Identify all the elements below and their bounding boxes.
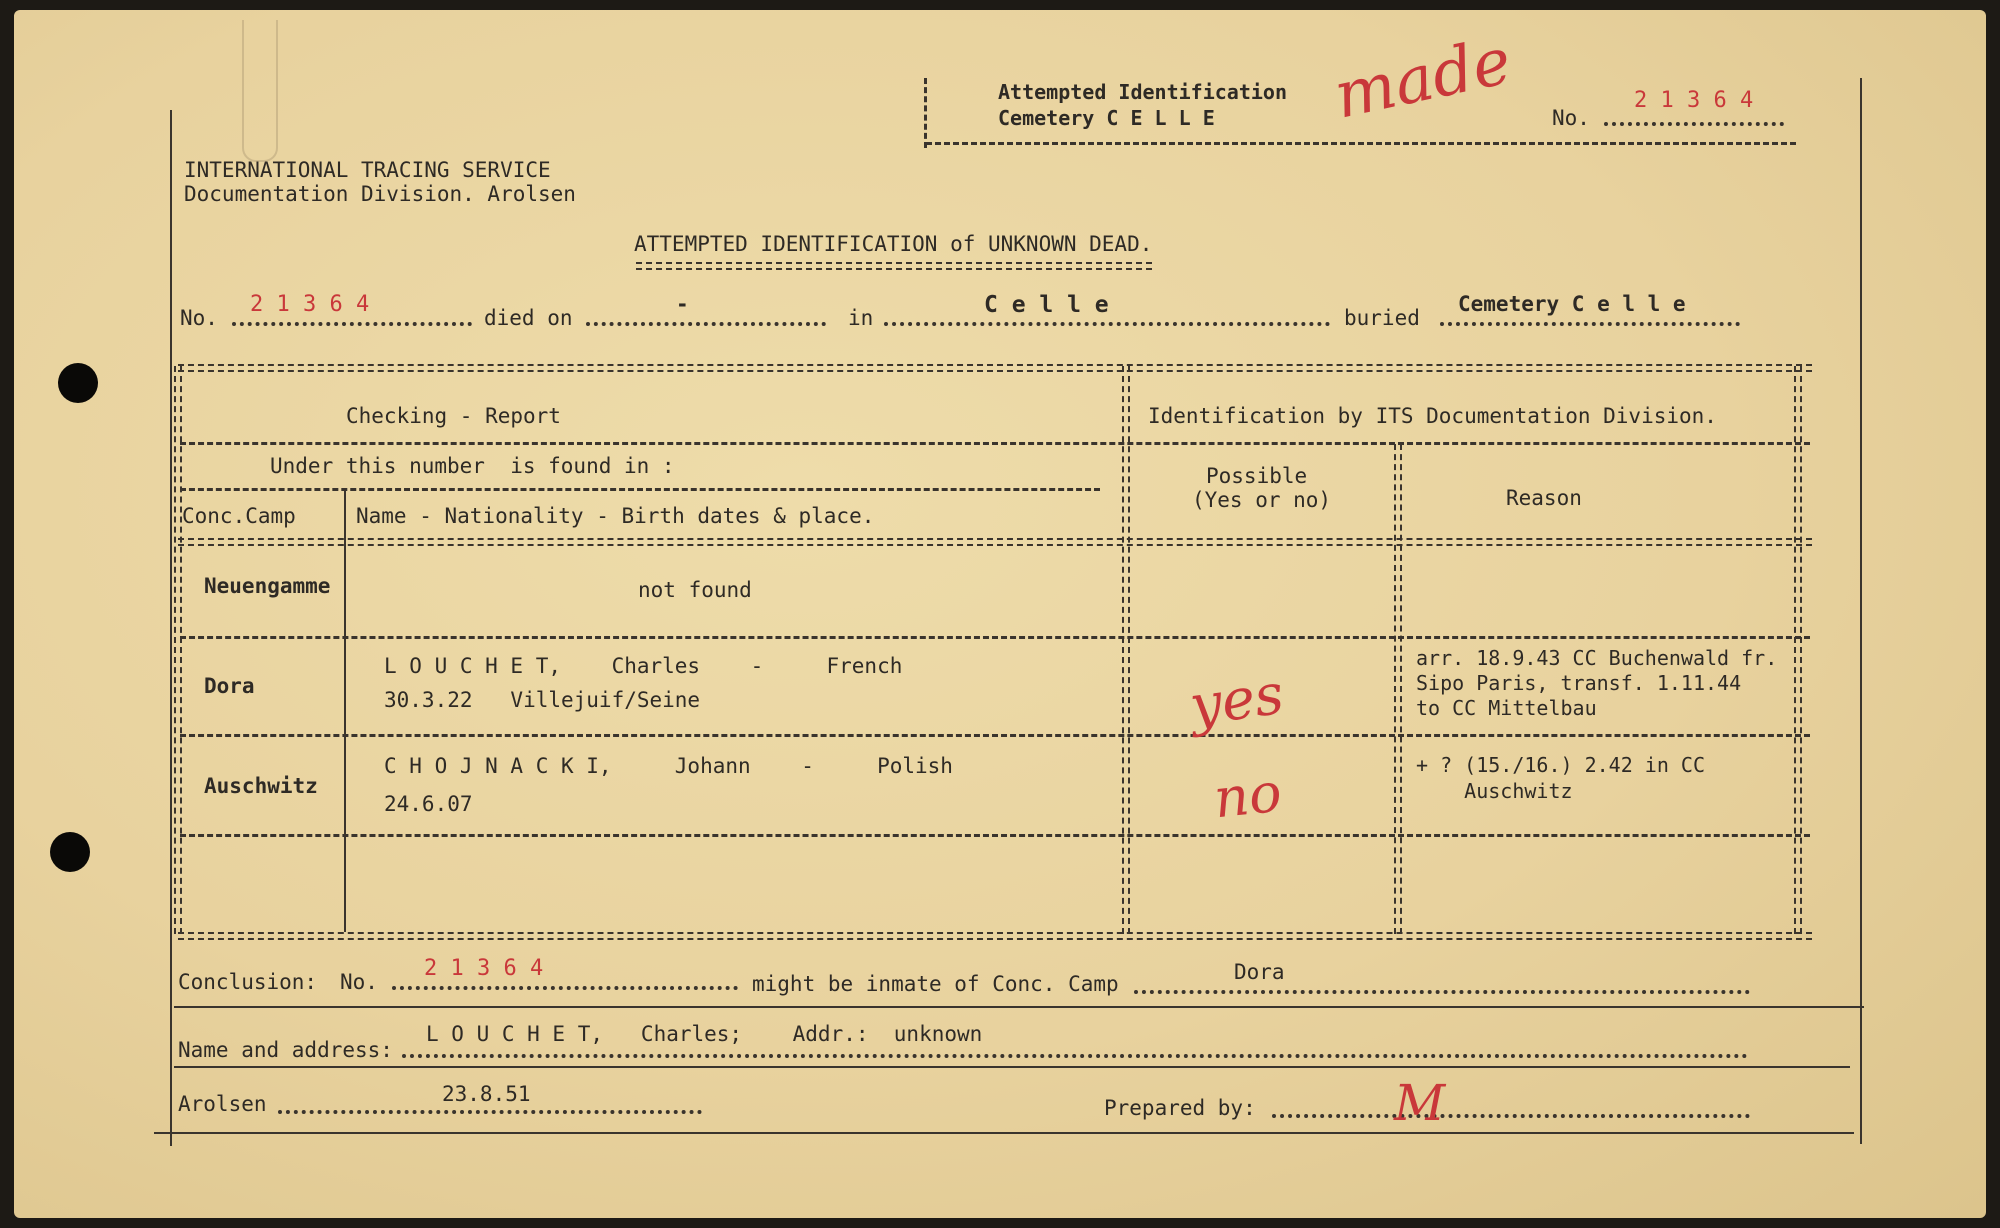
died-on-value: -	[676, 292, 689, 316]
row-2-name-line-1: L O U C H E T, Charles - French	[384, 654, 903, 678]
title-underline	[636, 262, 1152, 270]
prepared-by-initial: M	[1394, 1074, 1446, 1132]
prepared-by-dots	[1272, 1114, 1750, 1118]
table-left-rule	[174, 366, 182, 934]
conclusion-no-label: No.	[340, 970, 378, 994]
buried-dots	[1440, 322, 1740, 326]
row-2-possible: yes	[1185, 661, 1288, 740]
stamp-line-2: Cemetery C E L L E	[998, 106, 1215, 130]
record-no-value: 2 1 3 6 4	[250, 292, 370, 317]
possible-column-rule	[1394, 444, 1402, 934]
bottom-rule	[154, 1132, 1854, 1134]
table-bottom-rule	[178, 932, 1812, 940]
stamp-box-left	[924, 78, 927, 148]
punch-hole-bottom	[50, 832, 90, 872]
table-top-rule	[178, 364, 1812, 372]
conclusion-no-dots	[392, 986, 738, 990]
row-2-rule	[180, 734, 1810, 737]
conclusion-label: Conclusion:	[178, 970, 318, 994]
org-line-1: INTERNATIONAL TRACING SERVICE	[184, 158, 551, 182]
stamp-line-1: Attempted Identification	[998, 80, 1287, 104]
buried-value: Cemetery C e l l e	[1458, 292, 1686, 316]
col-reason-header: Reason	[1506, 486, 1582, 510]
in-label: in	[848, 306, 874, 330]
header-no-value: 2 1 3 6 4	[1634, 88, 1754, 113]
in-dots	[884, 322, 1330, 326]
paper-clip-mark	[242, 20, 278, 162]
conclusion-rule	[174, 1006, 1864, 1008]
conclusion-no-value: 2 1 3 6 4	[424, 956, 544, 981]
handwritten-made: made	[1328, 24, 1518, 134]
table-header-rule	[180, 442, 1810, 445]
record-no-label: No.	[180, 306, 218, 330]
conclusion-inmate-label: might be inmate of Conc. Camp	[752, 972, 1119, 996]
name-address-dots	[402, 1054, 1748, 1058]
col-possible-header-1: Possible	[1206, 464, 1308, 488]
prepared-by-label: Prepared by:	[1104, 1096, 1256, 1120]
under-number-rule	[180, 488, 1100, 491]
row-2-reason: arr. 18.9.43 CC Buchenwald fr. Sipo Paris, transf. 1.11.44 to CC Mittelbau	[1416, 646, 1778, 720]
right-margin-rule	[1860, 78, 1862, 1144]
identification-card	[14, 10, 1986, 1218]
buried-label: buried	[1344, 306, 1420, 330]
row-1-rule	[180, 636, 1810, 639]
died-on-dots	[586, 322, 826, 326]
page-title: ATTEMPTED IDENTIFICATION of UNKNOWN DEAD.	[634, 232, 1153, 256]
punch-hole-top	[58, 363, 98, 403]
arolsen-date: 23.8.51	[442, 1082, 531, 1106]
arolsen-date-dots	[278, 1110, 702, 1114]
name-address-rule	[174, 1066, 1850, 1068]
table-right-rule	[1794, 366, 1802, 934]
row-1-camp: Neuengamme	[204, 574, 331, 598]
conclusion-camp-value: Dora	[1234, 960, 1285, 984]
col-camp-header: Conc.Camp	[182, 504, 296, 528]
left-margin-rule	[170, 110, 172, 1146]
row-3-rule	[180, 834, 1810, 837]
record-no-dots	[232, 322, 472, 326]
row-3-reason: + ? (15./16.) 2.42 in CC Auschwitz	[1416, 753, 1705, 803]
header-no-dots	[1604, 122, 1784, 126]
col-name-header: Name - Nationality - Birth dates & place.	[356, 504, 875, 528]
row-3-camp: Auschwitz	[204, 774, 318, 798]
header-no-label: No.	[1552, 106, 1590, 130]
row-3-name-line-2: 24.6.07	[384, 792, 473, 816]
in-value: C e l l e	[984, 292, 1109, 318]
org-line-2: Documentation Division. Arolsen	[184, 182, 576, 206]
checking-column-rule	[1122, 366, 1130, 934]
column-header-rule	[178, 538, 1812, 546]
row-2-camp: Dora	[204, 674, 255, 698]
row-2-name-line-2: 30.3.22 Villejuif/Seine	[384, 688, 701, 712]
died-on-label: died on	[484, 306, 573, 330]
row-3-possible: no	[1210, 760, 1285, 831]
name-address-label: Name and address:	[178, 1038, 393, 1062]
row-3-name-line-1: C H O J N A C K I, Johann - Polish	[384, 754, 953, 778]
stamp-box-bottom	[926, 142, 1796, 145]
col-possible-header-2: (Yes or no)	[1192, 488, 1332, 512]
camp-column-rule	[344, 490, 346, 932]
conclusion-camp-dots	[1134, 990, 1750, 994]
name-address-value: L O U C H E T, Charles; Addr.: unknown	[426, 1022, 983, 1046]
arolsen-label: Arolsen	[178, 1092, 267, 1116]
identification-header: Identification by ITS Documentation Division.	[1148, 404, 1717, 428]
row-1-name: not found	[638, 578, 752, 602]
under-number-label: Under this number is found in :	[270, 454, 675, 478]
checking-report-header: Checking - Report	[346, 404, 561, 428]
